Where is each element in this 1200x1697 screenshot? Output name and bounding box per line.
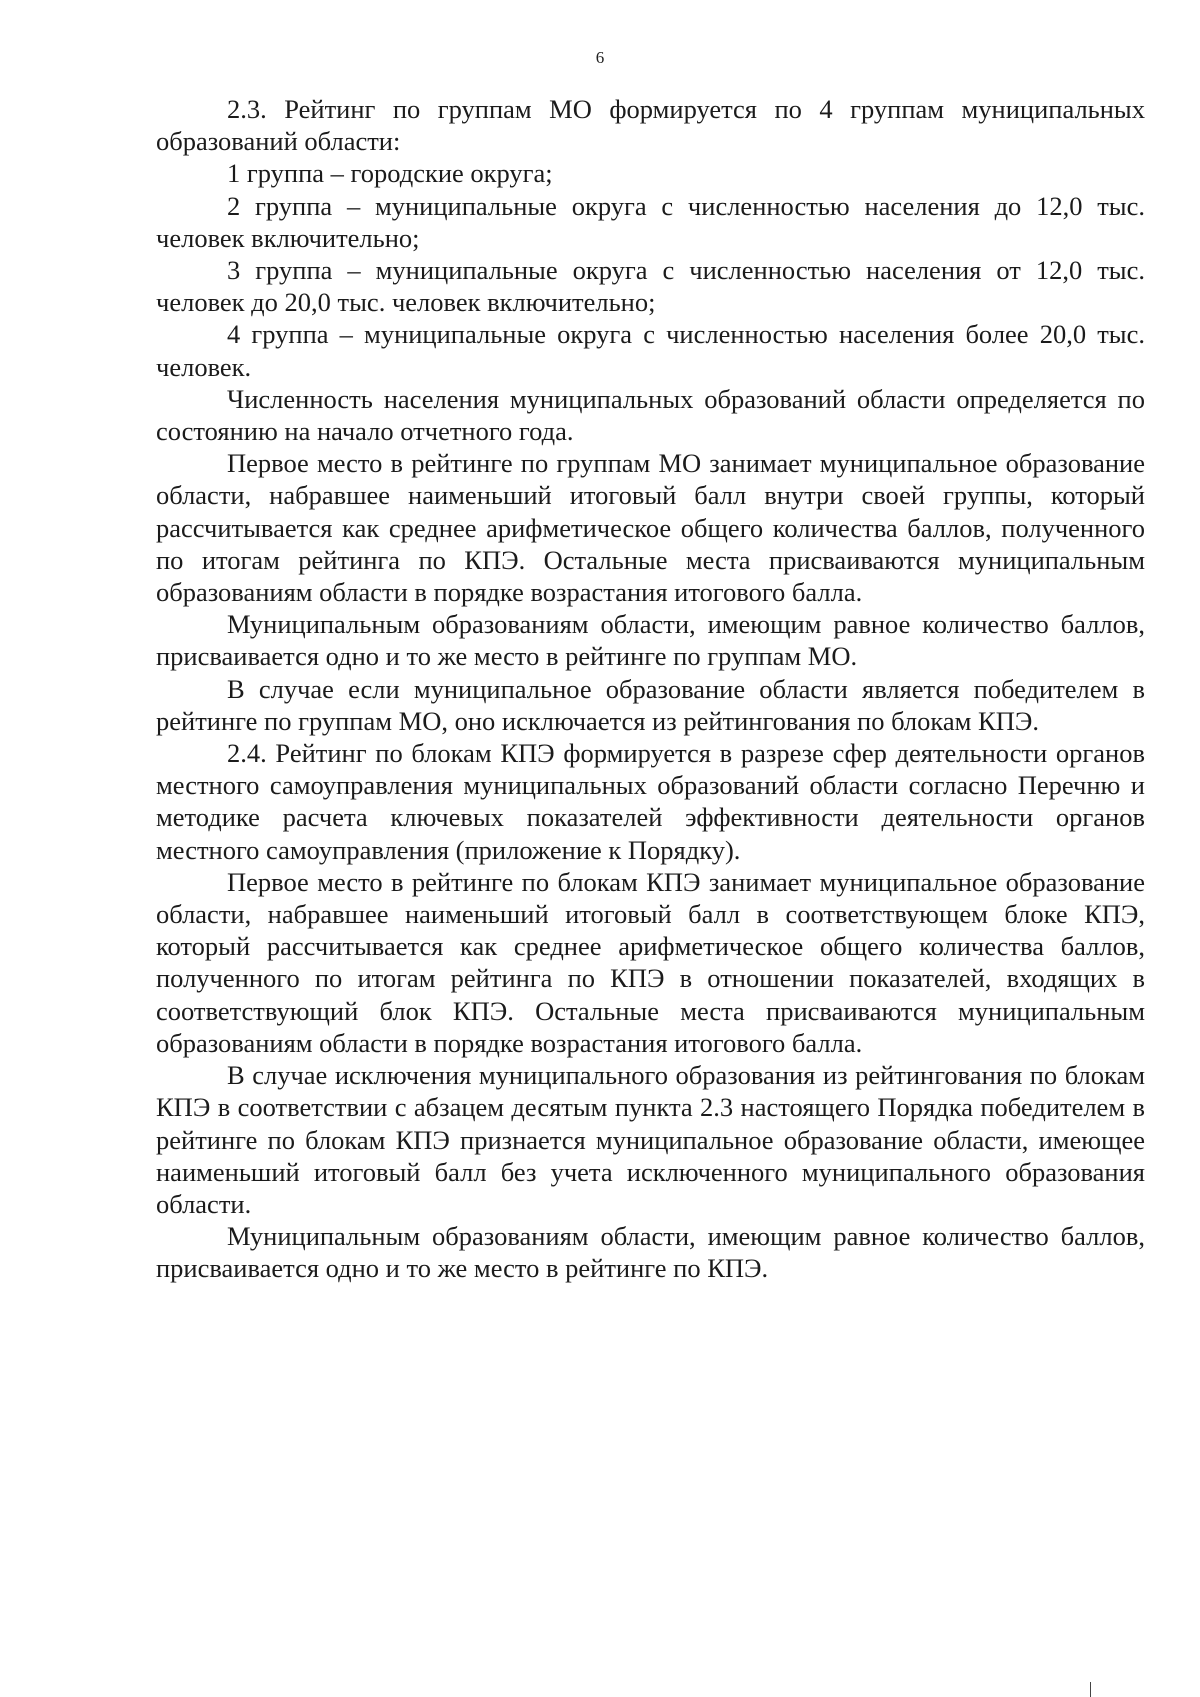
document-body xyxy=(156,93,1145,1285)
paragraph-group-3: 3 группа – муниципальные округа с численностью населения от 12,0 тыс. человек до 20,0 тыс. человек включительно; xyxy=(156,255,1145,318)
paragraph-2-3-intro: 2.3. Рейтинг по группам МО формируется по 4 группам муниципальных образований области: xyxy=(156,94,1145,157)
paragraph-exclusion-case: В случае исключения муниципального образования из рейтингования по блокам КПЭ в соответствии с абзацем десятым пункта 2.3 настоящего Порядка победителем в рейтинге по блокам КПЭ признается муниципальное образование области, имеющее наименьший итоговый балл без учета исключенного муниципального образования области. xyxy=(156,1060,1145,1219)
paragraph-group-2: 2 группа – муниципальные округа с численностью населения до 12,0 тыс. человек включительно; xyxy=(156,190,1145,253)
paragraph-group-1: 1 группа – городские округа; xyxy=(227,158,553,189)
scan-mark xyxy=(1090,1682,1091,1697)
paragraph-group-4: 4 группа – муниципальные округа с численностью населения более 20,0 тыс. человек. xyxy=(156,319,1145,382)
paragraph-equal-points-groups: Муниципальным образованиям области, имеющим равное количество баллов, присваивается одно и то же место в рейтинге по группам МО. xyxy=(156,609,1145,672)
paragraph-winner-excluded: В случае если муниципальное образование области является победителем в рейтинге по группам МО, оно исключается из рейтингования по блокам КПЭ. xyxy=(156,673,1145,736)
paragraph-equal-points-kpe: Муниципальным образованиям области, имеющим равное количество баллов, присваивается одно и то же место в рейтинге по КПЭ. xyxy=(156,1221,1145,1284)
paragraph-population: Численность населения муниципальных образований области определяется по состоянию на начало отчетного года. xyxy=(156,383,1145,447)
paragraph-first-place-groups: Первое место в рейтинге по группам МО занимает муниципальное образование области, набравшее наименьший итоговый балл внутри своей группы, который рассчитывается как среднее арифметическое общего количества баллов, полученного по итогам рейтинга по КПЭ. Остальные места присваиваются муниципальным образованиям области в порядке возрастания итогового балла. xyxy=(156,448,1145,608)
paragraph-first-place-blocks: Первое место в рейтинге по блокам КПЭ занимает муниципальное образование области, набравшее наименьший итоговый балл в соответствующем блоке КПЭ, который рассчитывается как среднее арифметическое общего количества баллов, полученного по итогам рейтинга по КПЭ в отношении показателей, входящих в соответствующий блок КПЭ. Остальные места присваиваются муниципальным образованиям области в порядке возрастания итогового балла. xyxy=(156,866,1145,1058)
paragraph-2-4-intro: 2.4. Рейтинг по блокам КПЭ формируется в разрезе сфер деятельности органов местного самоуправления муниципальных образований области согласно Перечню и методике расчета ключевых показателей эффективности деятельности органов местного самоуправления (приложение к Порядку). xyxy=(156,738,1145,865)
page-number: 6 xyxy=(595,48,605,67)
